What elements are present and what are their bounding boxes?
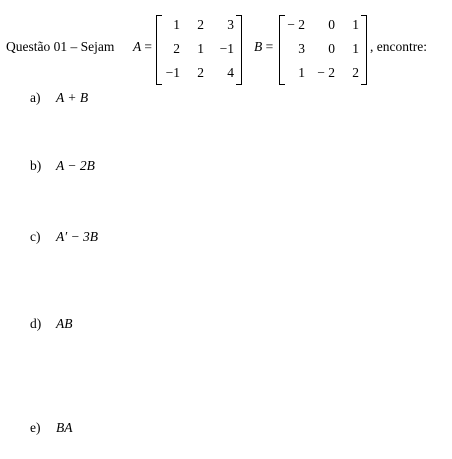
matrix-a-cell: 2 [197,65,204,80]
matrix-b-cell: 1 [352,41,359,56]
matrix-a [156,15,242,85]
matrix-a-cell: 3 [227,17,234,32]
matrix-b-name: B = [254,39,274,54]
item-label: b) [30,158,42,173]
matrix-a-cell: 1 [197,41,204,56]
matrix-b-cell: − 2 [317,65,335,80]
item-e [30,420,73,436]
matrix-a-cell: −1 [165,65,180,80]
item-a [30,90,88,106]
question-intro: Questão 01 – Sejam [6,39,115,54]
item-d [30,316,73,332]
item-expression: A + B [56,90,89,105]
matrix-b-cell: 1 [298,65,305,80]
matrix-a-cell: 4 [227,65,234,80]
matrix-a-cell: 2 [173,41,180,56]
item-b [30,158,95,174]
matrix-a-right-bracket [236,15,242,85]
question-tail: , encontre: [370,39,427,54]
item-expression: A − 2B [56,158,95,173]
matrix-b [279,15,367,85]
matrix-a-cell: 2 [197,17,204,32]
item-expression: A′ − 3B [56,229,99,244]
matrix-b-cell: 0 [328,41,335,56]
matrix-a-name: A = [133,39,153,54]
item-label: d) [30,316,42,331]
matrix-b-cell: 1 [352,17,359,32]
item-label: a) [30,90,41,105]
matrix-b-right-bracket [361,15,367,85]
item-expression: AB [56,316,73,331]
item-label: c) [30,229,41,244]
matrix-b-cell: 2 [352,65,359,80]
item-c [30,229,98,245]
matrix-b-cell: 3 [298,41,305,56]
item-expression: BA [56,420,73,435]
matrix-a-cell: −1 [219,41,234,56]
matrix-b-cell: 0 [328,17,335,32]
item-label: e) [30,420,41,435]
matrix-b-cell: − 2 [287,17,305,32]
matrix-a-cell: 1 [173,17,180,32]
